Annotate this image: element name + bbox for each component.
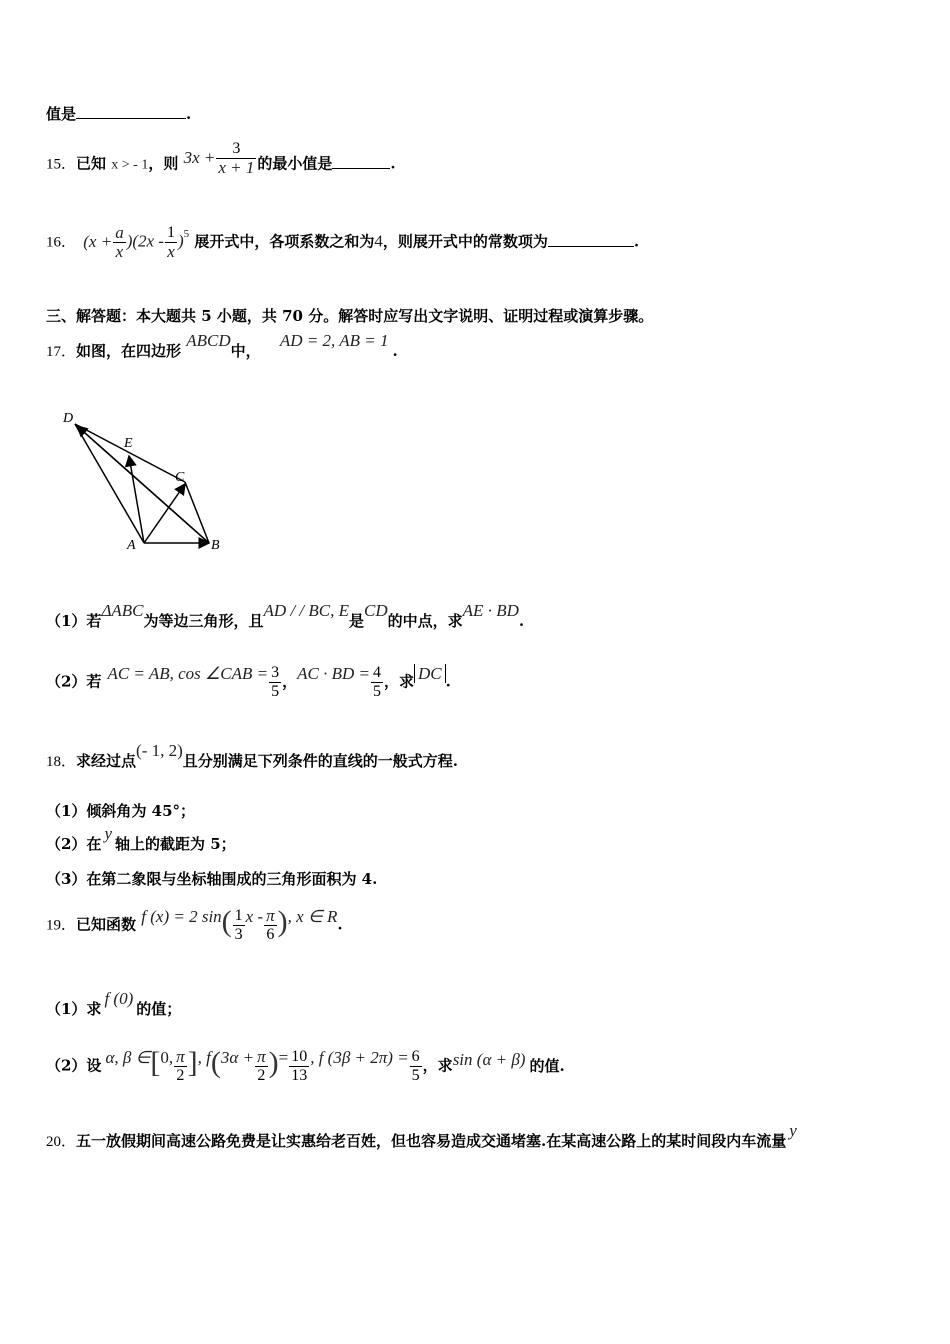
fraction: $\frac{10}{13}$ xyxy=(291,1048,308,1084)
question-20: 20．五一放假期间高速公路免费是让实惠给老百姓，但也容易造成交通堵塞.在某高速公路上的某时间段内车流量y xyxy=(46,1121,797,1150)
fraction: $\frac{6}{5}$ xyxy=(411,1048,420,1084)
answer-blank xyxy=(332,154,390,169)
q19-part-1: （1）求f (0)的值； xyxy=(46,989,182,1018)
label-E: E xyxy=(124,436,133,451)
fraction: $\frac{\pi}{2}$ xyxy=(257,1047,266,1084)
q19-part-2: （2）设 α, β ∈[0, $\frac{\pi}{2}$ ], f(3α + $\frac{\pi}{2}$ )= $\frac{10}{13}$ , f (3β + 2π) = $\frac{6}{5}$ ，求sin (α + β) 的值. xyxy=(46,1045,565,1084)
q17-part-2: （2）若 AC = AB, cos ∠CAB = $\frac{3}{5}$ ，AC · BD = $\frac{4}{5}$ ，求 DC . xyxy=(46,663,451,700)
fraction: $\frac{3}{x + 1}$ xyxy=(218,140,255,177)
answer-blank xyxy=(548,232,634,247)
question-18: 18．求经过点(- 1, 2)且分别满足下列条件的直线的一般式方程. xyxy=(46,741,458,770)
section-heading: 三、解答题：本大题共 5 小题，共 70 分。解答时应写出文字说明、证明过程或演算步骤。 xyxy=(46,307,654,325)
fraction: $\frac{a}{x}$ xyxy=(115,223,124,261)
q17-part-1: （1）若ΔABC为等边三角形，且AD / / BC, E是CD的中点，求AE · BD. xyxy=(46,601,525,630)
label-C: C xyxy=(175,470,185,485)
fraction: $\frac{4}{5}$ xyxy=(372,664,381,700)
fraction: $\frac{\pi}{6}$ xyxy=(266,906,275,943)
q18-part-3: （3）在第二象限与坐标轴围成的三角形面积为 4. xyxy=(46,870,378,888)
fraction: $\frac{1}{x}$ xyxy=(166,224,175,261)
q18-part-2: （2）在y轴上的截距为 5； xyxy=(46,824,236,853)
quadrilateral-figure xyxy=(55,400,240,560)
fraction: $\frac{\pi}{2}$ xyxy=(176,1047,185,1084)
q18-part-1: （1）倾斜角为 45°； xyxy=(46,802,196,820)
q14-tail: 值是 . xyxy=(46,105,192,123)
fraction: $\frac{1}{3}$ xyxy=(234,907,243,943)
question-15: 15．已知 x > - 1，则 3x + $\frac{3}{x + 1}$ 的最小值是 . xyxy=(46,140,396,177)
segment-CB xyxy=(185,482,209,543)
fraction: $\frac{3}{5}$ xyxy=(271,664,280,700)
label-D: D xyxy=(63,411,74,426)
label-B: B xyxy=(211,538,220,553)
vector-AC xyxy=(144,484,185,543)
question-17: 17．如图，在四边形 ABCD中， AD = 2, AB = 1. xyxy=(46,331,398,360)
question-19: 19．已知函数 f (x) = 2 sin( $\frac{1}{3}$ x - $\frac{\pi}{6}$ ), x ∈ R. xyxy=(46,904,343,943)
label-A: A xyxy=(127,538,136,553)
question-16: 16． (x + $\frac{a}{x}$ )(2x - $\frac{1}{x}$ )$^5$ 展开式中，各项系数之和为4，则展开式中的常数项为 . xyxy=(46,223,640,261)
answer-blank xyxy=(76,104,186,119)
vector-BD xyxy=(77,426,209,543)
